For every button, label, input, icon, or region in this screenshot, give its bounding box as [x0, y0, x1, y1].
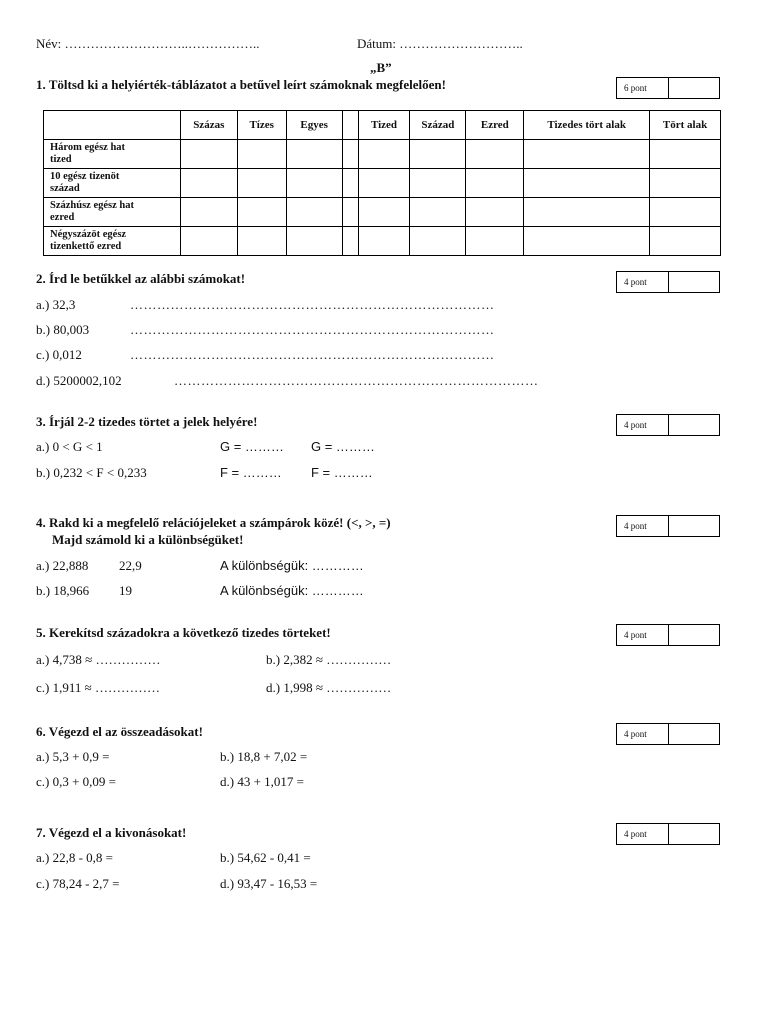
table-cell[interactable]	[466, 198, 524, 227]
q7-item-b[interactable]: b.) 54,62 - 0,41 =	[220, 850, 311, 865]
q2-points-box	[616, 271, 720, 293]
col-header	[44, 111, 181, 140]
table-cell[interactable]	[286, 140, 342, 169]
q1-title: 1. Töltsd ki a helyiérték-táblázatot a betűvel leírt számoknak megfelelően!	[36, 77, 446, 92]
table-cell[interactable]	[180, 169, 237, 198]
q4-b-value: 19	[119, 583, 132, 598]
table-cell[interactable]	[524, 198, 650, 227]
table-row	[44, 198, 721, 227]
table-cell[interactable]	[342, 198, 358, 227]
q2-item-label: a.) 32,3	[36, 297, 76, 312]
q7-points-box	[616, 823, 720, 845]
q7-item-a[interactable]: a.) 22,8 - 0,8 =	[36, 850, 114, 865]
table-cell[interactable]	[342, 169, 358, 198]
table-cell[interactable]	[524, 140, 650, 169]
q5-item-b[interactable]: b.) 2,382 ≈ ……………	[266, 652, 392, 667]
q5-points-label: 4 pont	[617, 625, 669, 645]
table-cell[interactable]	[237, 140, 286, 169]
col-header: Tört alak	[650, 111, 721, 140]
row-label: Négyszázöt egész tizenkettő ezred	[44, 227, 181, 256]
q6-item-d[interactable]: d.) 43 + 1,017 =	[220, 774, 304, 789]
table-cell[interactable]	[358, 169, 410, 198]
col-header: Egyes	[286, 111, 342, 140]
q2-item-label: c.) 0,012	[36, 347, 82, 362]
table-cell[interactable]	[358, 140, 410, 169]
q3-a-field-2[interactable]: G = ………	[311, 439, 375, 454]
q2-item-label: d.) 5200002,102	[36, 373, 122, 388]
col-header: Tized	[358, 111, 410, 140]
q2-answer-line[interactable]: ………………………………………………………………………	[174, 373, 539, 388]
q5-score-field[interactable]	[669, 625, 719, 645]
table-cell[interactable]	[180, 140, 237, 169]
col-header: Tizedes tört alak	[524, 111, 650, 140]
q2-points-label: 4 pont	[617, 272, 669, 292]
table-cell[interactable]	[410, 198, 466, 227]
q7-score-field[interactable]	[669, 824, 719, 844]
q5-title: 5. Kerekítsd századokra a következő tizedes törteket!	[36, 625, 331, 640]
table-cell[interactable]	[410, 140, 466, 169]
table-cell[interactable]	[286, 198, 342, 227]
table-cell[interactable]	[524, 169, 650, 198]
q3-b-field-2[interactable]: F = ………	[311, 465, 373, 480]
table-cell[interactable]	[466, 227, 524, 256]
q3-b-field-1[interactable]: F = ………	[220, 465, 282, 480]
table-cell[interactable]	[410, 169, 466, 198]
q2-item-label: b.) 80,003	[36, 322, 90, 337]
table-cell[interactable]	[410, 227, 466, 256]
table-cell[interactable]	[342, 140, 358, 169]
q7-item-d[interactable]: d.) 93,47 - 16,53 =	[220, 876, 318, 891]
q3-points-box	[616, 414, 720, 436]
table-cell[interactable]	[180, 198, 237, 227]
q6-title: 6. Végezd el az összeadásokat!	[36, 724, 203, 739]
q5-points-box	[616, 624, 720, 646]
q6-item-c[interactable]: c.) 0,3 + 0,09 =	[36, 774, 117, 789]
row-label: Százhúsz egész hat ezred	[44, 198, 181, 227]
q7-item-c[interactable]: c.) 78,24 - 2,7 =	[36, 876, 120, 891]
q4-b-difference-field[interactable]: A különbségük: …………	[220, 583, 364, 598]
table-cell[interactable]	[650, 198, 721, 227]
table-cell[interactable]	[524, 227, 650, 256]
col-header: Százas	[180, 111, 237, 140]
table-cell[interactable]	[180, 227, 237, 256]
q7-title: 7. Végezd el a kivonásokat!	[36, 825, 187, 840]
table-row	[44, 140, 721, 169]
col-header: Század	[410, 111, 466, 140]
q5-item-a[interactable]: a.) 4,738 ≈ ……………	[36, 652, 161, 667]
q4-a-difference-field[interactable]: A különbségük: …………	[220, 558, 364, 573]
q6-score-field[interactable]	[669, 724, 719, 744]
row-label: Három egész hat tized	[44, 140, 181, 169]
table-cell[interactable]	[237, 198, 286, 227]
q1-points-box	[616, 77, 720, 99]
col-header: Tízes	[237, 111, 286, 140]
table-cell[interactable]	[650, 169, 721, 198]
table-cell[interactable]	[466, 140, 524, 169]
q4-score-field[interactable]	[669, 516, 719, 536]
table-row	[44, 169, 721, 198]
table-cell[interactable]	[237, 227, 286, 256]
q5-item-d[interactable]: d.) 1,998 ≈ ……………	[266, 680, 392, 695]
table-cell[interactable]	[358, 198, 410, 227]
q3-a-field-1[interactable]: G = ………	[220, 439, 284, 454]
q5-item-c[interactable]: c.) 1,911 ≈ ……………	[36, 680, 161, 695]
q4-a-value: 22,9	[119, 558, 142, 573]
table-row	[44, 227, 721, 256]
q3-b-label: b.) 0,232 < F < 0,233	[36, 465, 147, 480]
q1-score-field[interactable]	[669, 78, 719, 98]
q4-title: 4. Rakd ki a megfelelő relációjeleket a számpárok közé! (<, >, =)	[36, 515, 391, 530]
table-cell[interactable]	[650, 227, 721, 256]
q6-points-label: 4 pont	[617, 724, 669, 744]
q4-b-label: b.) 18,966	[36, 583, 90, 598]
q6-points-box	[616, 723, 720, 745]
date-field-label: Dátum: ………………………..	[357, 36, 523, 51]
q6-item-b[interactable]: b.) 18,8 + 7,02 =	[220, 749, 308, 764]
row-label: 10 egész tizenöt század	[44, 169, 181, 198]
name-field-label: Név: ………………………..……………..	[36, 36, 260, 51]
col-header: Ezred	[466, 111, 524, 140]
q6-item-a[interactable]: a.) 5,3 + 0,9 =	[36, 749, 110, 764]
q2-title: 2. Írd le betűkkel az alábbi számokat!	[36, 271, 246, 286]
variant-label: „B”	[370, 60, 392, 75]
q4-subtitle: Majd számold ki a különbségüket!	[52, 532, 244, 547]
q7-points-label: 4 pont	[617, 824, 669, 844]
table-cell[interactable]	[286, 227, 342, 256]
q2-score-field[interactable]	[669, 272, 719, 292]
table-cell[interactable]	[650, 140, 721, 169]
q2-answer-line[interactable]: ………………………………………………………………………	[130, 297, 495, 312]
q1-points-label: 6 pont	[617, 78, 669, 98]
q3-a-label: a.) 0 < G < 1	[36, 439, 103, 454]
table-cell[interactable]	[466, 169, 524, 198]
q3-title: 3. Írjál 2-2 tizedes törtet a jelek helyére!	[36, 414, 258, 429]
table-cell[interactable]	[237, 169, 286, 198]
q4-a-label: a.) 22,888	[36, 558, 89, 573]
table-cell[interactable]	[342, 227, 358, 256]
q2-answer-line[interactable]: ………………………………………………………………………	[130, 322, 495, 337]
place-value-table	[43, 110, 721, 256]
table-cell[interactable]	[286, 169, 342, 198]
table-cell[interactable]	[358, 227, 410, 256]
q4-points-box	[616, 515, 720, 537]
col-header	[342, 111, 358, 140]
table-header-row	[44, 111, 721, 140]
q2-answer-line[interactable]: ………………………………………………………………………	[130, 347, 495, 362]
q3-score-field[interactable]	[669, 415, 719, 435]
q3-points-label: 4 pont	[617, 415, 669, 435]
q4-points-label: 4 pont	[617, 516, 669, 536]
